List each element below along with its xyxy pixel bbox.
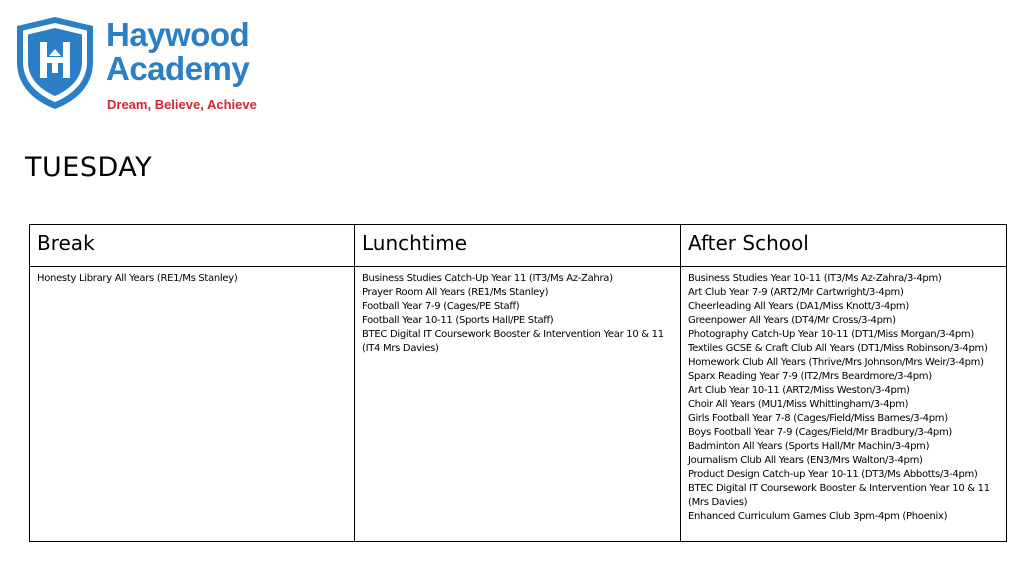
header-break: Break — [30, 225, 355, 267]
list-item: Choir All Years (MU1/Miss Whittingham/3-4pm) — [688, 399, 909, 410]
list-item: Textiles GCSE & Craft Club All Years (DT1/Miss Robinson/3-4pm) — [688, 343, 988, 354]
shield-crest-icon — [16, 16, 94, 110]
activities-table — [29, 224, 1007, 542]
header-after-school: After School — [681, 225, 1007, 267]
list-item: Prayer Room All Years (RE1/Ms Stanley) — [362, 287, 549, 298]
list-item: Boys Football Year 7-9 (Cages/Field/Mr Bradbury/3-4pm) — [688, 427, 953, 438]
list-item: Product Design Catch-up Year 10-11 (DT3/Ms Abbotts/3-4pm) — [688, 469, 978, 480]
list-item: Journalism Club All Years (EN3/Mrs Walton/3-4pm) — [688, 455, 923, 466]
list-item: Business Studies Year 10-11 (IT3/Ms Az-Zahra/3-4pm) — [688, 273, 942, 284]
school-name — [106, 18, 249, 86]
lunchtime-cell — [355, 267, 681, 542]
list-item: Cheerleading All Years (DA1/Miss Knott/3-4pm) — [688, 301, 909, 312]
school-name-line1: Haywood — [106, 16, 250, 53]
school-motto: Dream, Believe, Achieve — [107, 97, 257, 112]
day-title: TUESDAY — [25, 152, 153, 183]
table-header-row — [30, 225, 1007, 267]
list-item: Sparx Reading Year 7-9 (IT2/Mrs Beardmore/3-4pm) — [688, 371, 932, 382]
list-item: BTEC Digital IT Coursework Booster & Intervention Year 10 & 11 (IT4 Mrs Davies) — [362, 329, 664, 354]
list-item: Badminton All Years (Sports Hall/Mr Machin/3-4pm) — [688, 441, 930, 452]
break-cell — [30, 267, 355, 542]
list-item: Homework Club All Years (Thrive/Mrs Johnson/Mrs Weir/3-4pm) — [688, 357, 984, 368]
list-item: BTEC Digital IT Coursework Booster & Intervention Year 10 & 11 (Mrs Davies) — [688, 483, 990, 508]
break-activity-list — [37, 272, 347, 286]
table-row — [30, 267, 1007, 542]
list-item: Photography Catch-Up Year 10-11 (DT1/Miss Morgan/3-4pm) — [688, 329, 974, 340]
school-logo — [16, 16, 266, 116]
list-item: Art Club Year 10-11 (ART2/Miss Weston/3-4pm) — [688, 385, 910, 396]
list-item: Football Year 10-11 (Sports Hall/PE Staff) — [362, 315, 554, 326]
list-item: Honesty Library All Years (RE1/Ms Stanley) — [37, 273, 238, 284]
list-item: Football Year 7-9 (Cages/PE Staff) — [362, 301, 520, 312]
after-school-cell — [681, 267, 1007, 542]
list-item: Business Studies Catch-Up Year 11 (IT3/Ms Az-Zahra) — [362, 273, 613, 284]
school-name-line2: Academy — [106, 50, 250, 87]
list-item: Greenpower All Years (DT4/Mr Cross/3-4pm) — [688, 315, 896, 326]
list-item: Art Club Year 7-9 (ART2/Mr Cartwright/3-4pm) — [688, 287, 904, 298]
list-item: Girls Football Year 7-8 (Cages/Field/Miss Barnes/3-4pm) — [688, 413, 948, 424]
header-lunchtime: Lunchtime — [355, 225, 681, 267]
list-item: Enhanced Curriculum Games Club 3pm-4pm (Phoenix) — [688, 511, 948, 522]
after-school-activity-list — [688, 272, 999, 524]
lunchtime-activity-list — [362, 272, 673, 356]
